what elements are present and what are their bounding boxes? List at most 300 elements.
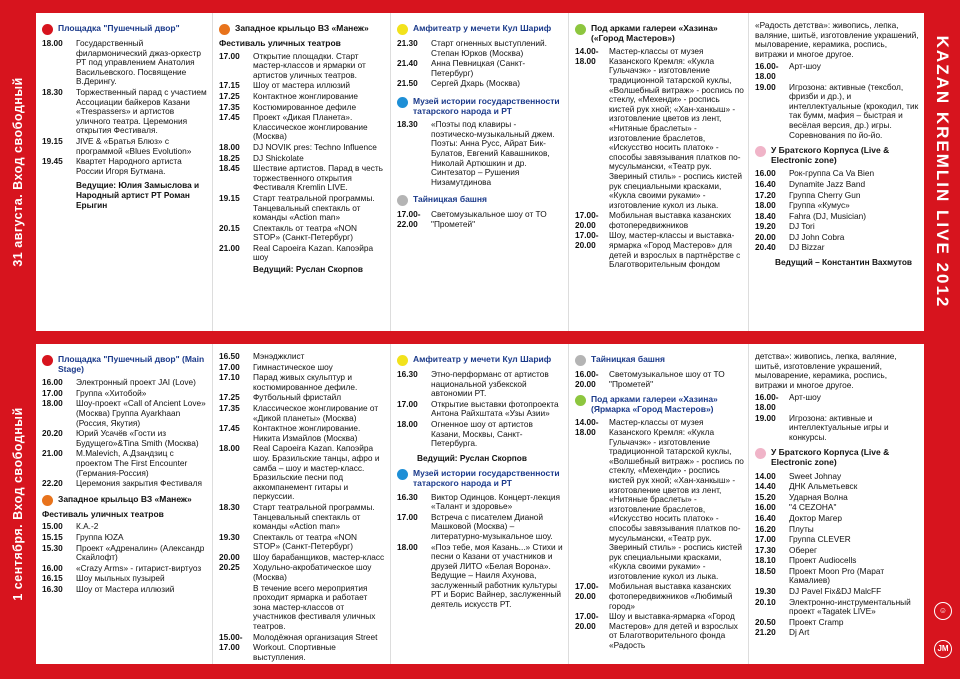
event-desc: Гимнастическое шоу	[253, 361, 333, 372]
intro-text: детства»: живопись, лепка, валяние, шитьё, изготовление украшений, мыловарение, керамика, роспись, витражи и многое другое.	[755, 351, 897, 390]
event	[219, 563, 386, 582]
event	[755, 628, 920, 638]
event-desc: Мобильная выставка казанских фотопередвижников «Любимый город»	[609, 581, 733, 611]
venue-header	[397, 97, 564, 116]
event	[397, 370, 564, 399]
event	[219, 404, 386, 423]
event	[219, 352, 386, 362]
event	[42, 564, 208, 574]
gray-dot-icon	[397, 195, 408, 206]
venue-subtitle: Фестиваль уличных театров	[219, 38, 341, 48]
event-desc: Торжественный парад с участием Ассоциации байкеров Казани «Trespassers» и артистов уличного театра. Церемония открытия Фестиваля.	[76, 86, 207, 136]
event-time: 16.15	[42, 573, 63, 584]
event-desc: Старт огненных выступлений. Степан Юрков (Москва)	[431, 38, 547, 58]
venue-header	[397, 24, 564, 35]
event-desc: Старт театральной программы. Танцевальный спектакль от команды «Action man»	[253, 501, 375, 532]
event-time: 17.00	[397, 511, 418, 522]
event	[575, 418, 744, 581]
event-time: 18.00	[42, 398, 63, 409]
event-desc: Футбольный фристайл	[253, 392, 342, 403]
event	[42, 544, 208, 563]
event-time: 16.00- 18.00	[755, 392, 779, 412]
event	[42, 378, 208, 388]
event-time: 21.40	[397, 58, 418, 69]
venue-header	[575, 395, 744, 414]
event	[42, 39, 208, 87]
blue-dot-icon	[397, 97, 408, 108]
event-time: 19.45	[42, 156, 63, 167]
event	[397, 120, 564, 187]
column-tower-gallery	[568, 344, 748, 664]
intro-text: «Радость детства»: живопись, лепка, валяние, шитьё, изготовление украшений, мыловарение, керамика, роспись, витражи и многое другое.	[755, 20, 919, 59]
sponsor-logos	[928, 600, 956, 664]
event-time: 17.00	[42, 387, 63, 398]
event-time: 21.20	[755, 627, 776, 638]
event-time: 17.00- 22.00	[397, 209, 421, 229]
venue-title: Тайницкая башня	[413, 194, 487, 205]
event-time: 17.30	[755, 544, 776, 555]
event	[755, 503, 920, 513]
event-desc: В течение всего мероприятия проходит ярмарка и работает зона мастер-классов от участников фестиваля уличных театров.	[253, 582, 376, 632]
sponsor-logo-1: ☺	[934, 602, 952, 620]
event-time: 19.30	[755, 586, 776, 597]
event-time: 18.10	[755, 555, 776, 566]
event-time: 22.20	[42, 478, 63, 489]
event-time: 17.00- 20.00	[575, 581, 599, 602]
red-dot-icon	[42, 24, 53, 35]
event	[755, 191, 920, 201]
event-time: 17.25	[219, 90, 240, 101]
event-desc: Шоу от Мастера иллюзий	[76, 583, 175, 594]
event	[755, 62, 920, 81]
event-time: 15.30	[42, 542, 63, 553]
event-desc: Проект «Адреналин» (Александр Скайлофт)	[76, 542, 205, 563]
event	[219, 643, 386, 662]
event-desc: Игрозона: активные (тексбол, фризби и др.), и интеллектуальные (крокодил, тик так бумм, мафия – быстрая и весёлая версия, др.) игры. Соревнования по йо-йо.	[789, 81, 919, 140]
event-desc: Рок-группа Ca Va Bien	[789, 168, 875, 179]
event-desc: «Crazy Arms» - гитарист-виртуоз	[76, 562, 202, 573]
event	[397, 39, 564, 58]
event-time: 19.30	[219, 531, 240, 542]
event-time: 16.20	[755, 523, 776, 534]
event-time: 16.00	[755, 502, 776, 513]
event	[755, 535, 920, 545]
event-desc: Контактное жонглирование. Никита Измайлов (Москва)	[253, 423, 361, 443]
orange-dot-icon	[219, 24, 230, 35]
event	[219, 503, 386, 532]
event-desc: M.Malevich, А.Дзандзиц с проектом The First Encounter (Германия-Россия)	[76, 448, 188, 478]
brand-title: KAZAN KREMLIN LIVE 2012	[933, 35, 952, 309]
yellow-dot-icon	[397, 355, 408, 366]
green-dot-icon	[575, 24, 586, 35]
event-desc: Классическое жонглирование от «Дикой планеты» (Москва)	[253, 402, 379, 423]
event-desc: Шоу, мастер-классы и выставка-ярмарка «Город Мастеров» для детей и взрослых в партнёрстве с Благотворительным фондом	[609, 230, 741, 270]
event-time: 16.00	[42, 377, 63, 388]
event	[219, 154, 386, 164]
event-time: 20.00	[219, 551, 240, 562]
event-desc: Спектакль от театра «NON STOP» (Санкт-Петербург)	[253, 222, 358, 243]
event-time: 16.30	[397, 369, 418, 379]
event	[219, 393, 386, 403]
venue-header	[42, 495, 208, 506]
event	[219, 553, 386, 563]
event	[755, 169, 920, 179]
event	[42, 479, 208, 489]
event-desc: К.А.-2	[76, 521, 99, 532]
event-desc: DJ Bizzar	[789, 242, 825, 253]
event-time: 21.30	[397, 38, 418, 48]
event	[755, 212, 920, 222]
schedule-day1	[36, 13, 924, 331]
venue-title: Западное крыльцо ВЗ «Манеж»	[235, 23, 369, 33]
event-time: 18.00	[42, 38, 63, 48]
event-desc: Шоу и выставка-ярмарка «Город Мастеров» для детей и взрослых от Благотворительного фонда «Радость	[609, 611, 738, 651]
event	[42, 137, 208, 156]
event	[755, 482, 920, 492]
event-time: 17.00	[755, 534, 776, 545]
event-time: 17.00	[219, 50, 240, 61]
event-desc: Электронно-инструментальный проект «Tagatek LIVE»	[789, 596, 911, 617]
venue-title: Тайницкая башня	[591, 354, 665, 364]
event	[755, 514, 920, 524]
event	[42, 574, 208, 584]
venue-title: Музей истории государственности татарского народа и РТ	[413, 468, 560, 488]
venue-title: Площадка "Пушечный двор"	[58, 23, 180, 33]
event-desc: Группа «Хитобой»	[76, 387, 147, 398]
event-time: 14.00- 18.00	[575, 46, 599, 66]
event-desc: "4 СЕZОНА"	[789, 502, 837, 513]
event-desc: Группа «Кумус»	[789, 200, 850, 211]
event-time: 20.25	[219, 562, 240, 573]
event	[755, 525, 920, 535]
side-label-day2: 1 сентября. Вход свободный	[11, 407, 25, 601]
venue-header	[219, 24, 386, 35]
event-desc: Игрозона: активные и интеллектуальные игры и конкурсы.	[789, 412, 889, 442]
event	[397, 420, 564, 449]
event	[755, 180, 920, 190]
event-desc: Dj Art	[789, 627, 810, 638]
column-main-stage	[36, 344, 212, 664]
event-time: 18.30	[42, 86, 63, 97]
column-street-theatre	[212, 13, 390, 331]
event	[575, 612, 744, 650]
event-time: 18.00	[755, 200, 776, 211]
event-desc: Группа Cherry Gun	[789, 189, 861, 200]
event	[219, 92, 386, 102]
event-desc: Dynamite Jazz Band	[789, 178, 866, 189]
event-desc: Fahra (DJ, Musician)	[789, 210, 866, 221]
event-time: 17.00	[219, 361, 240, 372]
event-time: 18.00	[219, 141, 240, 152]
event	[219, 224, 386, 243]
venue-header	[397, 469, 564, 488]
event-desc: Парад живых скульптур и костюмированное дефиле.	[253, 372, 358, 392]
event	[219, 194, 386, 223]
event	[575, 47, 744, 210]
event-desc: Проект Cramp	[789, 616, 844, 627]
venue-title: Под арками галереи «Хазина» («Город Мастеров»)	[591, 23, 718, 43]
event-time: 18.30	[219, 501, 240, 512]
event-desc: Квартет Народного артиста России Игоря Бутмана.	[76, 156, 182, 176]
event-desc: Арт-шоу	[789, 392, 821, 403]
event-time: 16.40	[755, 512, 776, 523]
event-desc: «Поэ тебе, моя Казань...» Стихи и песни о Казани от участников и друзей ЛИТО «Белая Ворона». Ведущие – Наиля Ахунова, заслуженный работник культуры РТ и Борис Вайнер, заслуженный деятель искусств РТ.	[431, 541, 563, 610]
event-desc: Workout. Спортивные выступления.	[253, 642, 336, 662]
event-time: 19.15	[219, 192, 240, 203]
event	[219, 52, 386, 81]
event-desc: Проект Audiocells	[789, 555, 857, 566]
event	[397, 493, 564, 512]
venue-title: У Братского Корпуса (Live & Electronic zone)	[771, 145, 890, 165]
venue-title: У Братского Корпуса (Live & Electronic zone)	[771, 447, 890, 467]
event	[219, 363, 386, 373]
event	[755, 567, 920, 586]
venue-header	[755, 448, 920, 467]
event-time: 18.00	[219, 443, 240, 454]
event-time: 17.25	[219, 392, 240, 403]
venue-title: Западное крыльцо ВЗ «Манеж»	[58, 493, 192, 504]
event-time: 17.00- 20.00	[575, 210, 599, 230]
event-time: 18.25	[219, 152, 240, 163]
event-desc: Встреча с писателем Дианой Машковой (Москва) – литературно-музыкальное шоу.	[431, 511, 553, 541]
venue-title: Амфитеатр у мечети Кул Шариф	[413, 354, 552, 364]
event	[42, 399, 208, 428]
event	[42, 449, 208, 478]
schedule-day2	[36, 344, 924, 664]
event	[42, 429, 208, 448]
event	[755, 201, 920, 211]
event	[42, 585, 208, 595]
pink-dot-icon	[755, 448, 766, 459]
venue-header	[575, 24, 744, 43]
host-note: Ведущий – Константин Вахмутов	[775, 257, 913, 268]
event-desc: Шествие артистов. Парад в честь торжественного открытия Фестиваля Kremlin LIVE.	[253, 163, 383, 193]
event-desc: «Поэты под клавиры - поэтическо-музыкальный джем. Поэты: Анна Русс, Айрат Бик-Булатов, Евгений Кавашников, Николай Артюшкин и др. Синтезатор – Рушения Низамутдинова	[431, 119, 555, 187]
event-desc: Шоу барабанщиков, мастер-класс	[253, 551, 385, 562]
column-amphitheatre-museum	[390, 13, 568, 331]
event-desc: DJ Pavel Fix&DJ MalcFF	[789, 586, 882, 597]
event	[755, 393, 920, 412]
gray-dot-icon	[575, 355, 586, 366]
host-note: Ведущий: Руслан Скорпов	[417, 452, 527, 463]
event	[42, 157, 208, 176]
red-dot-icon	[42, 355, 53, 366]
event-desc: Мастер-классы от музея Казанского Кремля: «Кукла Гульчачэк» - изготовление традиционной татарской куклы, «Волшебный витраж» - роспись по стеклу, «Мехенди» - роспись кистей рук хной; «Хан-ханкыш» - изготовление цветов из лент, «Нитяные браслеты» - изготовление браслетов, «Искусство носить платок» - способы завязывания платков по-мусульмански, «Театр рук. Звериный стиль» - роспись кистей рук специальными красками, «Кукла своими руками» - изготовление кукол из лыка.	[609, 46, 744, 210]
event-time: 21.00	[219, 242, 240, 253]
event	[219, 244, 386, 263]
blue-dot-icon	[397, 469, 408, 480]
column-main-stage	[36, 13, 212, 331]
event-time: 17.00	[219, 642, 240, 653]
event-desc: Плуты	[789, 523, 814, 534]
event	[42, 88, 208, 136]
event-time: 19.00	[755, 412, 776, 423]
event-time: 16.00- 20.00	[575, 369, 599, 389]
event	[755, 243, 920, 253]
event	[42, 522, 208, 532]
event-time: 19.00	[755, 81, 776, 92]
event	[397, 400, 564, 419]
event	[755, 233, 920, 243]
event-time: 20.20	[42, 428, 63, 439]
event	[575, 582, 744, 611]
event-desc: Старт театральной программы. Танцевальный спектакль от команды «Action man»	[253, 192, 375, 223]
venue-title: Под арками галереи «Хазина» (Ярмарка «Город Мастеров»)	[591, 394, 718, 414]
event-time: 15.20	[755, 491, 776, 502]
event-desc: DJ Tori	[789, 221, 815, 232]
event-time: 19.20	[755, 221, 776, 232]
event	[219, 373, 386, 392]
event	[42, 389, 208, 399]
event-desc: Ходульно-акробатическое шоу (Москва)	[253, 562, 372, 583]
venue-header	[575, 355, 744, 366]
event-desc: Проект «Дикая Планета». Классическое жонглирование (Москва)	[253, 112, 368, 142]
event	[219, 633, 386, 643]
event-time: 14.40	[755, 481, 776, 492]
event-desc: Мэнэджклист	[253, 351, 305, 361]
sponsor-logo-2: JM	[934, 640, 952, 658]
event-time: 17.15	[219, 80, 240, 91]
event	[397, 79, 564, 89]
event-time: 14.00- 18.00	[575, 417, 599, 437]
event	[219, 533, 386, 552]
event-time: 17.35	[219, 402, 240, 413]
event-desc: Ударная Волна	[789, 491, 848, 502]
event-desc: Real Capoeira Kazan. Капоэйра шоу	[253, 242, 374, 263]
event-desc: Электронный проект JAI (Love)	[76, 377, 196, 388]
column-live-zone	[748, 344, 924, 664]
event	[219, 444, 386, 502]
pink-dot-icon	[755, 146, 766, 157]
event-desc: Государственный филармонический джаз-оркестр РТ под управлением Анатолия Васильевского. Посвящение В.Дерингу.	[76, 38, 201, 87]
event-desc: Спектакль от театра «NON STOP» (Санкт-Петербург)	[253, 531, 358, 552]
venue-title: Музей истории государственности татарского народа и РТ	[413, 95, 560, 116]
event-time: 21.50	[397, 78, 418, 89]
event-desc: Светомузыкальное шоу от ТО "Прометей"	[431, 209, 547, 229]
event-time: 16.00	[755, 168, 776, 179]
column-street-theatre	[212, 344, 390, 664]
event-time: 20.40	[755, 242, 776, 253]
event-time: 16.30	[397, 491, 418, 502]
event-desc: ДНК Альметьевск	[789, 481, 858, 492]
event	[397, 513, 564, 542]
event	[575, 370, 744, 389]
event-time: 17.35	[219, 101, 240, 112]
event	[397, 59, 564, 78]
event-time: 21.00	[42, 448, 63, 459]
event-time: 17.45	[219, 423, 240, 434]
event	[755, 546, 920, 556]
event-desc: Юрий Усачёв «Гости из Будущего»&Tina Smith (Москва)	[76, 428, 199, 448]
event-desc: Шоу-проект «Call of Ancient Love» (Москва) Группа Ayarkhaan (Россия, Якутия)	[76, 398, 206, 428]
event-desc: Доктор Магер	[789, 512, 842, 523]
event	[219, 81, 386, 91]
event-desc: Шоу мыльных пузырей	[76, 573, 165, 584]
event-desc: Молодёжная организация Street	[253, 631, 378, 642]
event	[219, 103, 386, 113]
venue-header	[397, 355, 564, 366]
event	[755, 472, 920, 482]
host-note: Ведущий: Руслан Скорпов	[253, 264, 363, 275]
venue-header	[42, 355, 208, 374]
event-desc: Мастер-классы от музея Казанского Кремля: «Кукла Гульчачэк» - изготовление традиционной татарской куклы, «Волшебный витраж» - роспись по стеклу, «Мехенди» - роспись кистей рук хной; «Хан-ханкыш» - изготовление цветов из лент, «Нитяные браслеты» - изготовление браслетов, «Искусство носить платок» - способы завязывания платков по-мусульмански, «Театр рук. Звериный стиль» - роспись кистей рук специальными красками, «Кукла своими руками» - изготовление кукол из лыка.	[609, 417, 744, 581]
host-note: Ведущие: Юлия Замыслова и Народный артист РТ Роман Ерыгин	[76, 180, 200, 210]
event-time: 18.45	[219, 163, 240, 174]
event-time: 20.15	[219, 222, 240, 233]
event	[219, 164, 386, 193]
event-desc: DJ John Cobra	[789, 231, 845, 242]
event-desc: Real Capoeira Kazan. Капоэйра шоу. Бразильские танцы, афро и самба – шоу и мастер-класс. Бразильские песни под аккомпанемент гитары и перкуссии.	[253, 443, 380, 502]
event-desc: Арт-шоу	[789, 61, 821, 72]
event-time: 20.10	[755, 596, 776, 607]
event-time: 17.20	[755, 189, 776, 200]
venue-title: Амфитеатр у мечети Кул Шариф	[413, 23, 552, 33]
event	[755, 587, 920, 597]
event-time: 20.50	[755, 616, 776, 627]
event-desc: Группа CLEVER	[789, 534, 851, 545]
event-desc: DJ Shickolate	[253, 152, 304, 163]
event-time: 17.10	[219, 372, 240, 383]
event-desc: Оберег	[789, 544, 817, 555]
event-time: 19.15	[42, 135, 63, 146]
event-desc: Виктор Одинцов. Концерт-лекция «Талант и здоровье»	[431, 491, 561, 512]
event	[575, 231, 744, 269]
event	[42, 533, 208, 543]
yellow-dot-icon	[397, 24, 408, 35]
event-desc: Светомузыкальное шоу от ТО "Прометей"	[609, 369, 725, 389]
column-gallery	[568, 13, 748, 331]
event	[755, 222, 920, 232]
event-time: 17.00- 20.00	[575, 611, 599, 631]
event-desc: Открытие выставки фотопроекта Антона Райхштата «Узы Азии»	[431, 398, 559, 419]
event-desc: Шоу от мастера иллюзий	[253, 80, 351, 91]
event-time: 17.00- 20.00	[575, 230, 599, 251]
event-time: 16.00- 18.00	[755, 61, 779, 81]
event	[755, 556, 920, 566]
event	[219, 424, 386, 443]
event-time: 17.00	[397, 398, 418, 409]
event-time: 16.00	[42, 562, 63, 573]
event-time: 20.00	[755, 231, 776, 242]
event-time: 18.00	[397, 418, 418, 429]
event	[755, 414, 920, 443]
venue-subtitle: Фестиваль уличных театров	[42, 508, 164, 519]
event-time: 18.40	[755, 210, 776, 221]
event-desc: Анна Певницкая (Санкт-Петербург)	[431, 58, 526, 78]
event	[575, 211, 744, 230]
event	[755, 493, 920, 503]
event-desc: Открытие площадки. Старт мастер-классов и ярмарки от артистов уличных театров.	[253, 50, 366, 80]
event-desc: Этно-перформанс от артистов национальной узбекской автономии РТ.	[431, 369, 549, 399]
event-time: 14.00	[755, 470, 776, 481]
event-time: 18.50	[755, 565, 776, 576]
orange-dot-icon	[42, 495, 53, 506]
event-time	[219, 584, 253, 632]
event	[755, 618, 920, 628]
event	[219, 143, 386, 153]
event-time: 16.30	[42, 583, 63, 594]
event-desc: Костюмированное дефиле	[253, 101, 357, 112]
event-desc: Контактное жонглирование	[253, 90, 359, 101]
event-time: 17.45	[219, 112, 240, 123]
event-desc: Мобильная выставка казанских фотопередвижников	[609, 210, 732, 230]
venue-header	[42, 24, 208, 35]
venue-header	[755, 146, 920, 165]
event-desc: Sweet Johnay	[789, 470, 842, 481]
event-time: 15.00-	[219, 631, 243, 642]
venue-title: Площадка "Пушечный двор" (Main Stage)	[58, 354, 205, 374]
venue-header	[397, 195, 564, 206]
